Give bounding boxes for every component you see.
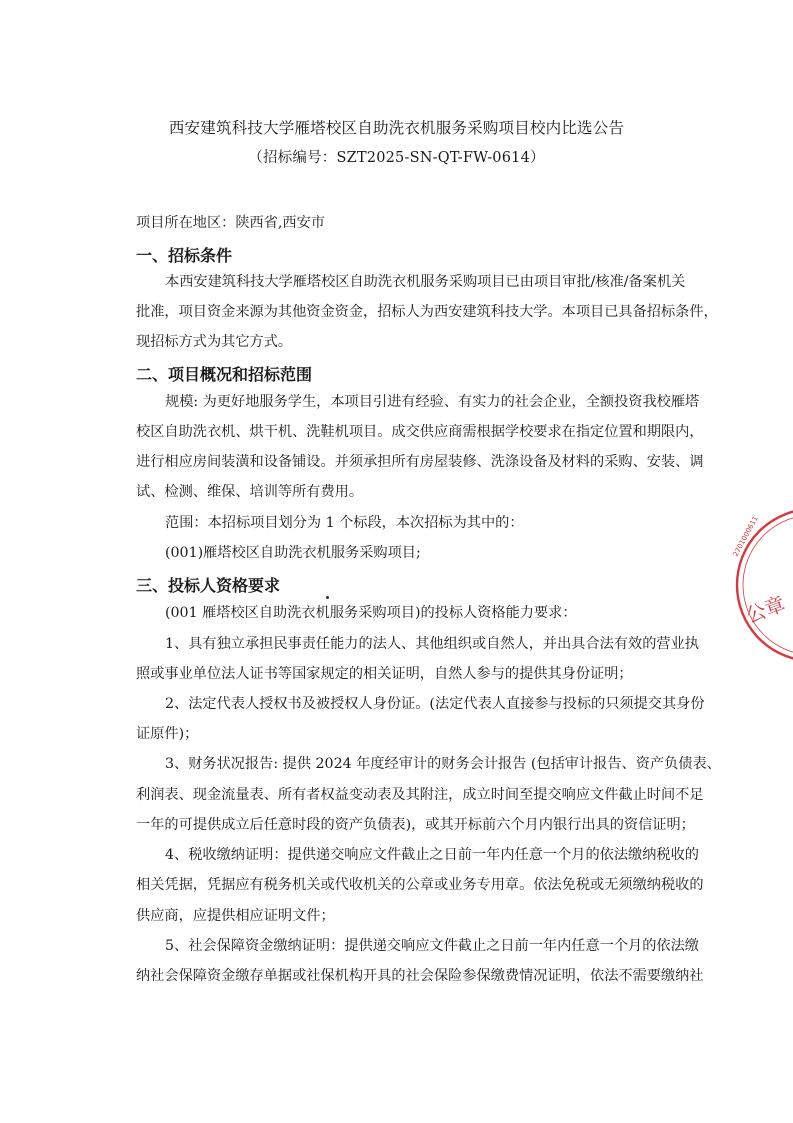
paragraph-line: (001)雁塔校区自助洗衣机服务采购项目; — [165, 545, 421, 561]
paragraph-line: 利润表、现金流量表、所有者权益变动表及其附注，成立时间至提交响应文件截止时间不足 — [136, 787, 704, 803]
paragraph-line: 试、检测、维保、培训等所有费用。 — [136, 484, 364, 500]
paragraph-line: 规模: 为更好地服务学生，本项目引进有经验、有实力的社会企业，全额投资我校雁塔 — [165, 394, 700, 410]
paragraph-line: 进行相应房间装潢和设备铺设。并须承担所有房屋装修、洗涤设备及材料的采购、安装、调 — [136, 454, 704, 470]
paragraph-line: 范围：本招标项目划分为 1 个标段，本次招标为其中的： — [165, 515, 524, 531]
paragraph-line: 4、税收缴纳证明：提供递交响应文件截止之日前一年内任意一个月的依法缴纳税收的 — [165, 847, 699, 863]
official-seal-stamp — [715, 505, 793, 665]
svg-text:2701000611: 2701000611 — [731, 514, 760, 558]
document-title: 西安建筑科技大学雁塔校区自助洗衣机服务采购项目校内比选公告 — [168, 119, 625, 137]
paragraph-line: 批准，项目资金来源为其他资金资金，招标人为西安建筑科技大学。本项目已具备招标条件， — [136, 304, 718, 320]
paragraph-line: 相关凭据，凭据应有税务机关或代收机关的公章或业务专用章。依法免税或无须缴纳税收的 — [136, 877, 704, 893]
paragraph-line: 本西安建筑科技大学雁塔校区自助洗衣机服务采购项目已由项目审批/核准/备案机关 — [165, 274, 686, 290]
scan-speck — [326, 596, 329, 599]
paragraph-line: 照或事业单位法人证书等国家规定的相关证明，自然人参与的提供其身份证明； — [136, 666, 633, 682]
stamp-text: 公章 — [742, 591, 789, 628]
paragraph-line: 一年的可提供成立后任意时段的资产负债表)，或其开标前六个月内银行出具的资信证明； — [136, 817, 695, 833]
paragraph-line: (001 雁塔校区自助洗衣机服务采购项目)的投标人资格能力要求： — [165, 605, 577, 621]
paragraph-line: 供应商，应提供相应证明文件； — [136, 908, 335, 924]
paragraph-line: 3、财务状况报告: 提供 2024 年度经审计的财务会计报告 (包括审计报告、资产负债表、 — [165, 756, 721, 772]
paragraph-line: 证原件)； — [136, 726, 199, 742]
paragraph-line: 1、具有独立承担民事责任能力的法人、其他组织或自然人，并出具合法有效的营业执 — [165, 636, 699, 652]
paragraph-line: 2、法定代表人授权书及被授权人身份证。(法定代表人直接参与投标的只须提交其身份 — [165, 696, 705, 712]
tender-code: （招标编号：SZT2025-SN-QT-FW-0614） — [248, 150, 545, 166]
section-heading-3: 三、投标人资格要求 — [136, 576, 281, 595]
section-heading-1: 一、招标条件 — [136, 246, 233, 265]
project-region: 项目所在地区：陕西省,西安市 — [136, 215, 325, 231]
paragraph-line: 5、社会保障资金缴纳证明：提供递交响应文件截止之日前一年内任意一个月的依法缴 — [165, 938, 699, 954]
paragraph-line: 校区自助洗衣机、烘干机、洗鞋机项目。成交供应商需根据学校要求在指定位置和期限内， — [136, 424, 704, 440]
paragraph-line: 现招标方式为其它方式。 — [136, 334, 293, 350]
section-heading-2: 二、项目概况和招标范围 — [136, 365, 313, 384]
paragraph-line: 纳社会保障资金缴存单据或社保机构开具的社会保险参保缴费情况证明，依法不需要缴纳社 — [136, 968, 704, 984]
